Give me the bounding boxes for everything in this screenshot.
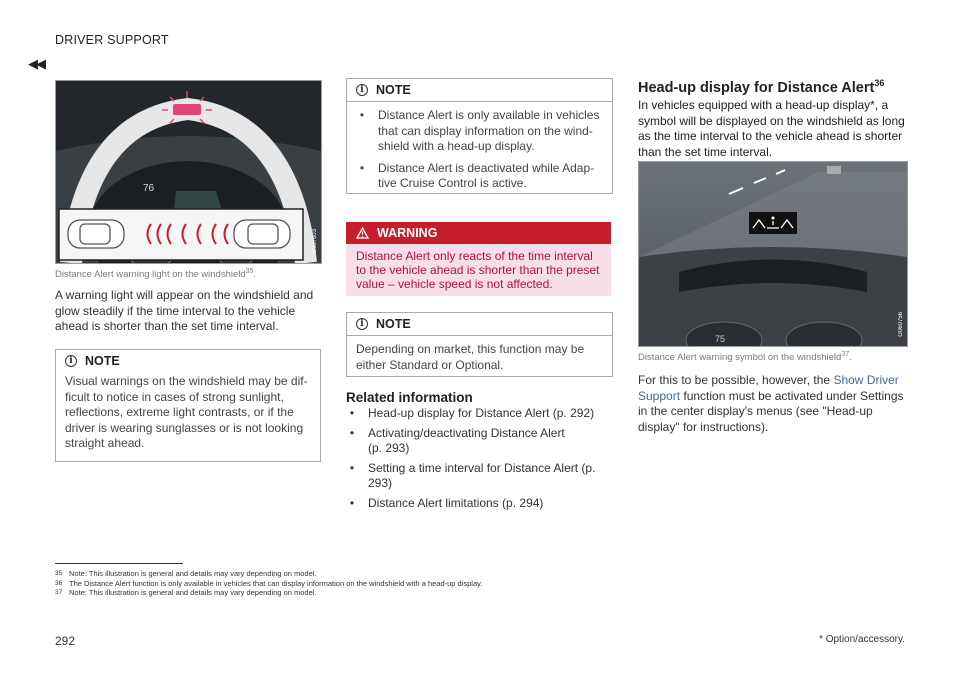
related-link[interactable]: Setting a time interval for Distance Alert (p. 293) [368,460,596,490]
note-heading-text: NOTE [85,354,120,368]
warning-box [346,222,611,296]
bullet-text: Distance Alert is only available in vehicles that can display information on the wind-shield with a head-up display. [378,108,600,153]
hud-heading-ref[interactable]: 36 [874,78,885,88]
figure-code: G060756 [898,312,904,337]
footnote-text: The Distance Alert function is only available in vehicles that can display information on the windshield with a head-up display. [69,578,483,588]
note-heading-text: NOTE [376,83,411,97]
footnote-number: 36 [55,579,63,587]
footnote-text: Note: This illustration is general and details may vary depending on model. [69,588,317,597]
note-body: Visual warnings on the windshield may be dif-ficult to notice in cases of strong sunlight, reflections, extreme light contrasts, or if the driver is wearing sunglasses or is not looking straight ahead. [65,374,308,450]
para-suffix: function must be activated under Settings in the center display's menus (see "Head-up display" for instructions). [638,388,904,434]
para-prefix: For this to be possible, however, the [638,373,831,387]
footnote-number: 37 [55,589,63,596]
note-heading [347,79,612,102]
note-heading [56,350,320,372]
warning-heading-text: WARNING [377,226,438,240]
double-chevron-left-icon[interactable]: ◀◀ [28,56,44,71]
related-link-item[interactable]: • Distance Alert limitations (p. 294) [349,495,544,510]
hud-figure-caption [638,351,852,363]
related-heading: Related information [346,390,473,405]
caption-text: Distance Alert warning light on the windshield [55,269,246,281]
show-driver-support-link[interactable]: Show Driver Support [638,373,899,403]
hud-intro: In vehicles equipped with a head-up display*, a symbol will be displayed on the windshield as long as the time interval to the vehicle ahead is shorter than the set time interval. [638,98,905,159]
warning-triangle-icon [356,227,369,239]
note-heading [347,313,612,336]
hud-road-illustration [639,162,907,346]
related-link[interactable]: Head-up display for Distance Alert (p. 292) [368,406,595,420]
footnote-text: Note: This illustration is general and details may vary depending on model. [69,569,317,578]
related-link-item[interactable]: • Head-up display for Distance Alert (p. 292) [349,406,595,420]
dashboard-illustration [56,81,321,263]
caption-period: . [253,269,257,281]
alert-light [173,104,201,115]
intro-paragraph: A warning light will appear on the windshield and glow steadily if the time interval to the vehicle ahead is shorter than the set time interval. [55,288,314,333]
note-body: Depending on market, this function may be either Standard or Optional. [356,342,585,372]
section-title: DRIVER SUPPORT [55,33,169,47]
caption-ref[interactable]: 35 [245,268,254,275]
distance-alert-windshield-figure [55,80,322,264]
related-link[interactable]: Activating/deactivating Distance Alert (p. 293) [368,425,565,455]
warning-body: Distance Alert only reacts of the time interval to the vehicle ahead is shorter than the preset value – vehicle speed is not affected. [356,249,600,291]
info-icon: i [356,84,368,96]
related-link[interactable]: Distance Alert limitations (p. 294) [368,495,544,510]
hud-paragraph [638,373,910,435]
hud-heading-text: Head-up display for Distance Alert [638,79,875,96]
figure-code: G057603 [312,229,318,254]
warning-heading [346,222,611,244]
info-icon: i [65,355,77,367]
caption-ref[interactable]: 37 [841,351,850,358]
figure-caption [55,268,256,280]
hud-figure [638,161,908,347]
info-icon: i [356,318,368,330]
note-heading-text: NOTE [376,317,411,331]
list-item: • Distance Alert is only available in vehicles that can display information on the wind-shield with a head-up display. [356,108,603,155]
front-car-icon [234,220,290,248]
caption-period: . [849,352,852,364]
footnote [55,579,482,589]
hud-heading [638,78,884,96]
note-visual-warnings [55,349,321,462]
page-number: 292 [55,634,76,648]
footnotes [55,569,482,598]
rear-car-icon [68,220,124,248]
hud-speed-reading: 75 [715,334,726,344]
footnote-number: 35 [55,570,63,577]
note-market [346,312,613,377]
related-link-item[interactable]: • Activating/deactivating Distance Alert (p. 293) [346,426,611,457]
bullet-text: Distance Alert is deactivated while Adap-tive Cruise Control is active. [378,160,595,190]
option-accessory-note: * Option/accessory. [819,634,905,645]
footnote-divider [55,563,183,564]
list-item: • Distance Alert is deactivated while Adap-tive Cruise Control is active. [356,161,603,192]
speed-reading: 76 [143,183,155,194]
footnote [55,569,482,579]
related-link-item[interactable]: • Setting a time interval for Distance Alert (p. 293) [346,461,611,492]
caption-text: Distance Alert warning symbol on the windshield [638,352,842,364]
note-bullets [347,102,612,206]
note-availability [346,78,613,194]
related-list [346,406,611,515]
footnote [55,588,482,598]
